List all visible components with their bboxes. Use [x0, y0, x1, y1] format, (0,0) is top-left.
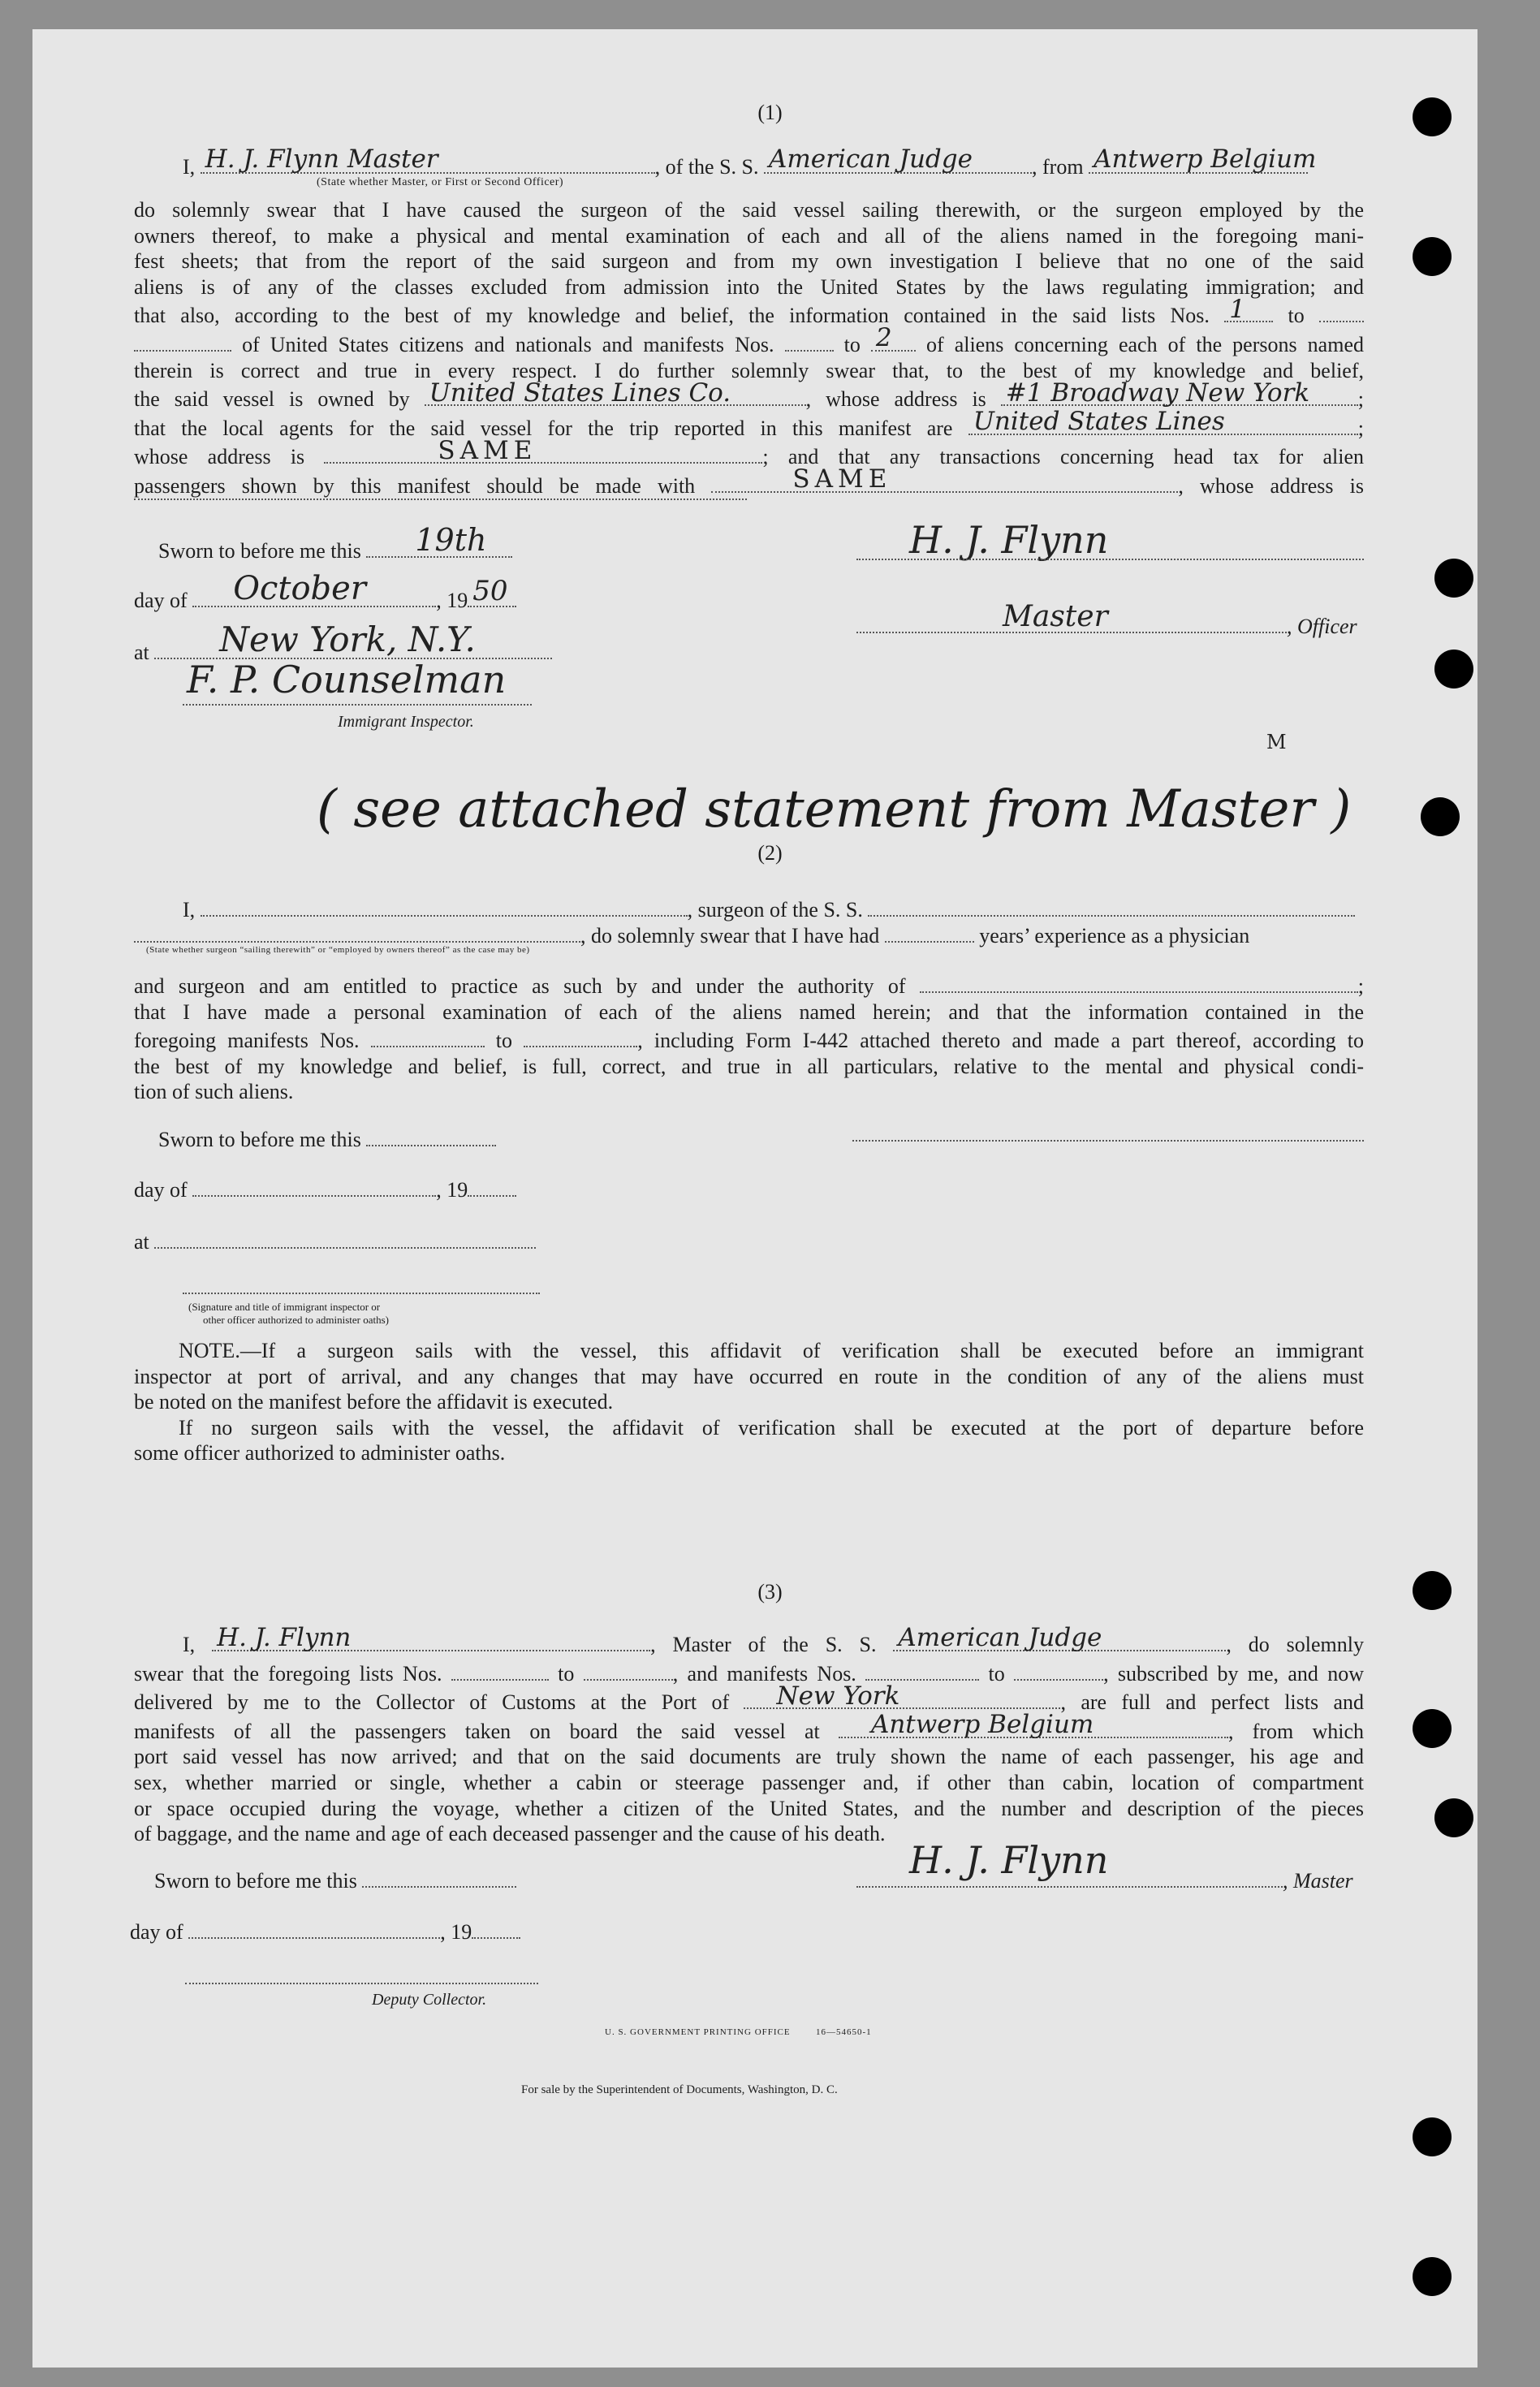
section-2-text: [134, 970, 1364, 1105]
master-line: [183, 145, 1317, 179]
label: day of: [130, 1920, 183, 1944]
inspector-caption: Immigrant Inspector.: [338, 713, 474, 731]
lists-from-field-3[interactable]: [451, 1658, 549, 1681]
text-line: tion of such aliens.: [134, 1080, 294, 1104]
text: swear that the foregoing lists Nos.: [134, 1661, 442, 1686]
address-line[interactable]: [134, 499, 747, 500]
day-of-row-2: [134, 1174, 516, 1202]
manifest-to-field[interactable]: [524, 1025, 637, 1047]
text: delivered by me to the Collector of Customs at the Port of: [134, 1690, 730, 1715]
text: to: [988, 1661, 1005, 1686]
text: , whose address is: [1178, 473, 1365, 498]
surgeon-row: [183, 894, 1355, 922]
at-row-2: [134, 1226, 536, 1254]
punch-hole: [1434, 650, 1473, 688]
punch-hole: [1421, 797, 1460, 836]
master-sign-row: [856, 1865, 1353, 1893]
section-2-number: (2): [757, 841, 783, 865]
label: at: [134, 641, 149, 664]
owner-field[interactable]: [425, 378, 806, 408]
text-line: [134, 1658, 1364, 1687]
label: Sworn to before me this: [158, 1128, 361, 1151]
gpo-imprint: U. S. GOVERNMENT PRINTING OFFICE: [605, 2027, 791, 2037]
surgeon-signature-line[interactable]: [852, 1140, 1364, 1142]
text: passengers shown by this manifest should be made with: [134, 473, 696, 498]
sworn-row-2: [158, 1124, 496, 1152]
sworn-day-field[interactable]: [366, 522, 512, 558]
label: , Master: [1283, 1869, 1353, 1893]
place-field-2[interactable]: [154, 1226, 536, 1249]
years-field[interactable]: [885, 920, 974, 943]
agents-address-field[interactable]: [324, 435, 762, 465]
handwritten: October: [233, 570, 366, 607]
handwritten: 19th: [415, 522, 487, 558]
handwritten-vessel: American Judge: [769, 145, 973, 174]
port-field[interactable]: [1089, 145, 1317, 174]
inspector-line: [183, 704, 532, 706]
text: , including Form I-442 attached thereto and made a part thereof, according to: [637, 1029, 1365, 1053]
punch-hole: [1434, 1798, 1473, 1837]
master-signature: H. J. Flynn: [909, 518, 1109, 562]
text-line: therein is correct and true in every respect. I do further solemnly swear that, to the best of my knowledge and belief,: [134, 358, 1364, 382]
sig-note-1: (Signature and title of immigrant inspector or: [188, 1301, 381, 1313]
punch-hole: [1434, 559, 1473, 598]
text: manifests of all the passengers taken on board the said vessel at: [134, 1719, 820, 1743]
handwritten: New York, N.Y.: [219, 619, 476, 659]
text: , Master of the S. S.: [650, 1633, 877, 1656]
surgeon-status-field[interactable]: [134, 920, 580, 943]
text: and surgeon and am entitled to practice as such by and under the authority of: [134, 974, 906, 998]
margin-note: ( see attached statement from Master ): [317, 779, 1352, 840]
text-line: [134, 1025, 1364, 1054]
handwritten-master: H. J. Flynn Master: [205, 145, 438, 174]
text: the said vessel is owned by: [134, 387, 410, 412]
label: Sworn to before me this: [154, 1869, 357, 1893]
master-signature-line[interactable]: [856, 559, 1364, 560]
collector-line[interactable]: [185, 1983, 538, 1984]
label: , do solemnly swear that I have had: [580, 924, 880, 947]
label: , surgeon of the S. S.: [687, 898, 863, 922]
label: , 19: [440, 1920, 472, 1944]
text-line: [134, 1681, 1364, 1716]
year-field-3[interactable]: [472, 1916, 520, 1939]
label: , 19: [436, 589, 468, 612]
text: to: [558, 1661, 575, 1686]
handwritten: SAME: [792, 464, 892, 494]
text: of aliens concerning each of the persons named: [925, 332, 1364, 356]
text-line: inspector at port of arrival, and any changes that may have occurred en route in the condition of any of the aliens must: [134, 1364, 1364, 1388]
text: I,: [183, 1633, 196, 1656]
surgeon-row-2: [134, 920, 1249, 948]
surgeon-vessel-field[interactable]: [868, 894, 1355, 917]
text-line: [134, 323, 1364, 358]
lists-from-field[interactable]: [1224, 294, 1273, 324]
place-field[interactable]: [154, 619, 552, 659]
month-field[interactable]: [192, 570, 436, 607]
authority-field[interactable]: [920, 970, 1358, 993]
text: of United States citizens and nationals and manifests Nos.: [242, 332, 774, 356]
text: to: [1288, 304, 1305, 328]
manifests-to-field-3[interactable]: [1014, 1658, 1103, 1681]
owner-address-field[interactable]: [1001, 378, 1358, 408]
month-field-3[interactable]: [188, 1916, 440, 1939]
text-line: [134, 1623, 1364, 1658]
rank-field[interactable]: [856, 600, 1287, 633]
text: , do solemnly: [1226, 1633, 1364, 1656]
text-line: [134, 1710, 1364, 1745]
text: ; and that any transactions concerning head tax for alien: [762, 445, 1364, 469]
label: years’ experience as a physician: [979, 924, 1250, 947]
text: whose address is: [134, 445, 305, 469]
inspector-signature: F. P. Counselman: [187, 658, 507, 701]
handwritten: Antwerp Belgium: [870, 1710, 1094, 1740]
state-note: (State whether Master, or First or Second Officer): [317, 176, 564, 188]
agents-field[interactable]: [968, 407, 1358, 437]
vessel-field[interactable]: [764, 145, 1032, 174]
text-line: owners thereof, to make a physical and mental examination of each and all of the aliens named in the foregoing mani-: [134, 223, 1364, 248]
lists-to-field-3[interactable]: [584, 1658, 673, 1681]
handwritten: #1 Broadway New York: [1005, 378, 1310, 408]
lists-blank[interactable]: [134, 329, 231, 352]
text-line: fest sheets; that from the report of the said surgeon and from my own investigation I believe that no one of the said: [134, 249, 1364, 274]
form-code: 16—54650-1: [816, 2027, 872, 2037]
sworn-row-3: [154, 1865, 516, 1893]
handwritten: 50: [472, 575, 508, 607]
text: , whose address is: [805, 387, 986, 412]
manifest-from-field[interactable]: [371, 1025, 485, 1047]
text: that the local agents for the said vessel for the trip reported in this manifest are: [134, 416, 953, 440]
text-line: port said vessel has now arrived; and that on the said documents are truly shown the name of each passenger, his age and: [134, 1745, 1364, 1769]
text-line: [134, 435, 1364, 470]
text: , are full and perfect lists and: [1060, 1690, 1364, 1715]
text: to: [495, 1029, 513, 1053]
handwritten: SAME: [438, 435, 537, 465]
surgeon-state-note: (State whether surgeon “sailing therewith” or “employed by owners thereof” as the case may be): [146, 945, 530, 955]
master-signature-field[interactable]: [856, 1865, 1283, 1888]
year-field[interactable]: [468, 575, 516, 607]
text: , subscribed by me, and now: [1103, 1661, 1365, 1686]
text-line: [134, 407, 1365, 442]
punch-hole: [1413, 2257, 1452, 2296]
lists-to-field[interactable]: [1319, 300, 1364, 322]
text-line: of baggage, and the name and age of each deceased passenger and the cause of his death.: [134, 1822, 886, 1846]
handwritten: H. J. Flynn: [217, 1623, 352, 1653]
manifests-from-field-3[interactable]: [865, 1658, 979, 1681]
master-field[interactable]: [201, 145, 655, 174]
sworn-day-field-2[interactable]: [366, 1124, 496, 1146]
handwritten: American Judge: [898, 1623, 1102, 1653]
text-line: or space occupied during the voyage, whether a citizen of the United States, and the number and description of the pieces: [134, 1796, 1364, 1820]
month-field-2[interactable]: [192, 1174, 436, 1197]
text-line: [134, 464, 1365, 499]
sworn-day-field-3[interactable]: [362, 1865, 516, 1888]
text-line: aliens is of any of the classes excluded from admission into the United States by the laws regulating immigration; and: [134, 274, 1364, 299]
label: day of: [134, 589, 188, 612]
section-3-text: [134, 1623, 1365, 1847]
label: , Officer: [1287, 615, 1357, 638]
margin-initial: M: [1266, 731, 1287, 753]
punch-hole: [1413, 1709, 1452, 1748]
surgeon-name-field[interactable]: [201, 894, 688, 917]
punch-hole: [1413, 2117, 1452, 2156]
text-line: the best of my knowledge and belief, is full, correct, and true in all particulars, relative to the mental and physical condi-: [134, 1054, 1364, 1078]
label: day of: [134, 1178, 188, 1202]
section-1-number: (1): [757, 101, 783, 124]
text: to: [843, 332, 861, 356]
officer-row: [856, 600, 1357, 639]
section-1-text: [134, 197, 1364, 499]
day-of-row-3: [130, 1916, 520, 1945]
handwritten: Master: [1003, 600, 1108, 633]
sworn-row-1: [158, 522, 512, 563]
master-field-3[interactable]: [212, 1623, 650, 1653]
label: , from: [1032, 155, 1084, 179]
handwritten: New York: [776, 1681, 900, 1711]
vessel-field-3[interactable]: [893, 1623, 1226, 1653]
text: , and manifests Nos.: [672, 1661, 856, 1686]
handwritten: 2: [875, 323, 892, 353]
manifests-from-field[interactable]: [785, 329, 834, 352]
sale-notice: For sale by the Superintendent of Documents, Washington, D. C.: [521, 2083, 838, 2096]
text-line: do solemnly swear that I have caused the surgeon of the said vessel sailing therewith, or the surgeon employed by the: [134, 198, 1364, 222]
head-tax-field[interactable]: [711, 464, 1178, 494]
manifests-to-field[interactable]: [871, 323, 916, 353]
text: , from which: [1227, 1719, 1364, 1743]
text-line: and surgeon and am entitled to practice as such by and under the authority of ;: [134, 970, 1364, 999]
text: ;: [1357, 387, 1364, 412]
master-signature-3: H. J. Flynn: [909, 1838, 1109, 1882]
text-line: some officer authorized to administer oaths.: [134, 1441, 506, 1465]
customs-port-field[interactable]: [744, 1681, 1060, 1711]
handwritten: United States Lines: [973, 407, 1225, 437]
collector-caption: Deputy Collector.: [372, 1991, 487, 2009]
label: at: [134, 1230, 149, 1254]
text: ;: [1357, 416, 1365, 440]
text: that also, according to the best of my knowledge and belief, the information contained in the said lists Nos.: [134, 304, 1210, 328]
sig-note-2: other officer authorized to administer oaths): [203, 1314, 389, 1326]
text: foregoing manifests Nos.: [134, 1029, 360, 1053]
text-line: be noted on the manifest before the affidavit is executed.: [134, 1390, 614, 1414]
label: I,: [183, 898, 196, 922]
label: Sworn to before me this: [158, 539, 361, 563]
note-text: [134, 1338, 1364, 1466]
label: , 19: [436, 1178, 468, 1202]
handwritten-port: Antwerp Belgium: [1094, 145, 1317, 174]
embark-port-field[interactable]: [839, 1710, 1228, 1740]
text-line: sex, whether married or single, whether a cabin or steerage passenger and, if other than cabin, location of compartment: [134, 1770, 1364, 1794]
section-3-number: (3): [757, 1580, 783, 1604]
label: , of the S. S.: [654, 155, 759, 179]
day-of-row-1: [134, 570, 516, 613]
handwritten: 1: [1229, 294, 1245, 324]
text-line: [134, 294, 1364, 329]
handwritten: United States Lines Co.: [429, 378, 731, 408]
year-field-2[interactable]: [468, 1174, 516, 1197]
label: I,: [183, 155, 196, 179]
officer-signature-line[interactable]: [183, 1293, 540, 1294]
text-line: NOTE.—If a surgeon sails with the vessel, this affidavit of verification shall be executed before an immigrant: [179, 1339, 1364, 1362]
text-line: If no surgeon sails with the vessel, the affidavit of verification shall be executed at the port of departure before: [179, 1415, 1364, 1440]
text-line: that I have made a personal examination of each of the aliens named herein; and that the information contained in the: [134, 999, 1364, 1024]
punch-hole: [1413, 237, 1452, 276]
